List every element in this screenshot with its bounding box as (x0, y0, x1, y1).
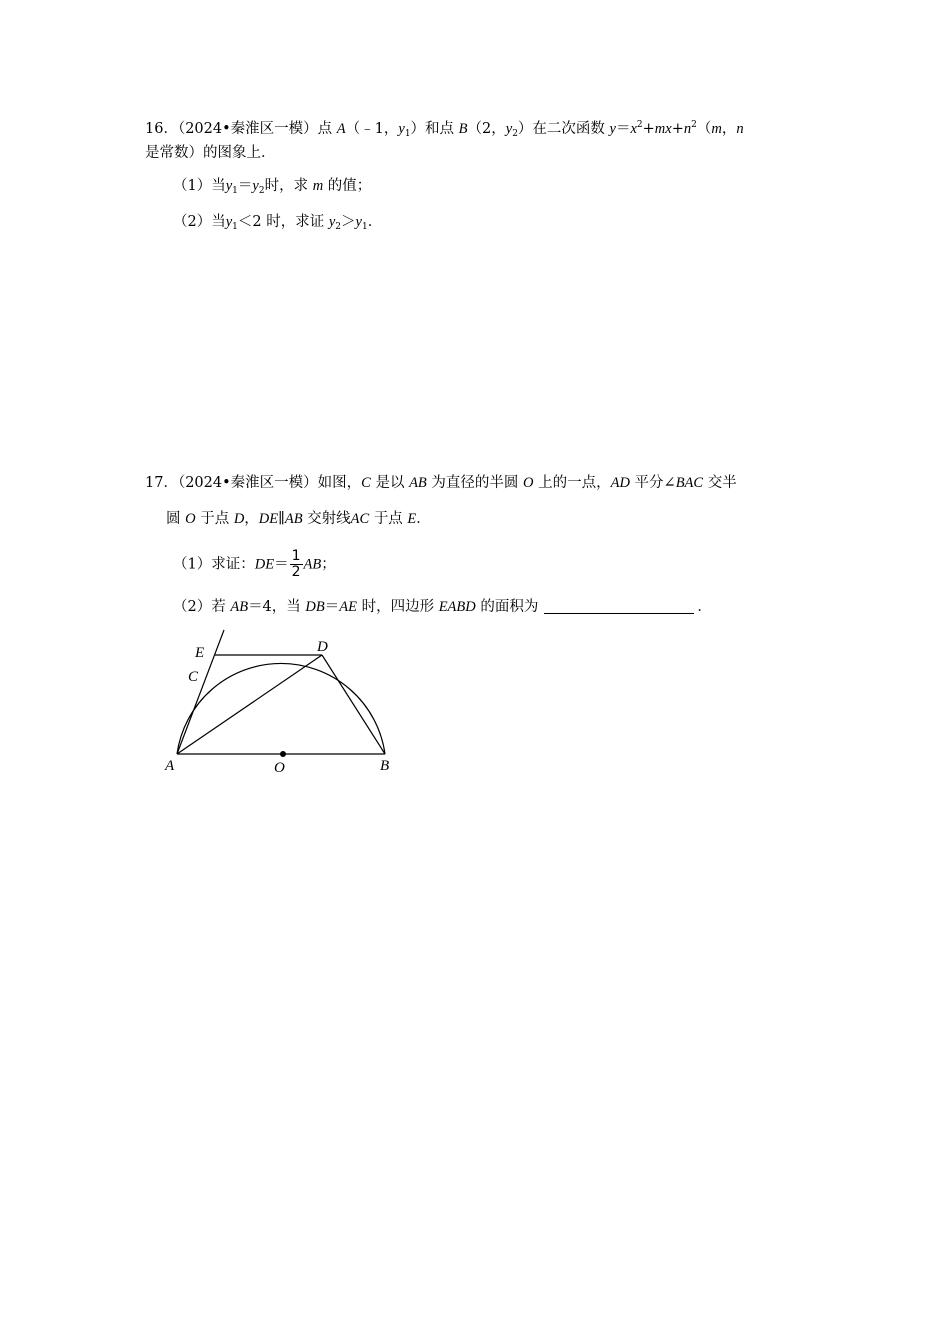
q16-line-2: 是常数）的图象上． (145, 145, 276, 161)
fraction-one-half: $\frac{1}{2}$ (291, 548, 301, 580)
label-B: B (380, 758, 390, 774)
center-point-O (280, 751, 286, 757)
geometry-figure (155, 622, 415, 782)
q17-line-1: 17．（2024•秦淮区一模）如图，C 是以 AB 为直径的半圆 O 上的一点，AD 平分∠BAC 交半 (145, 475, 737, 491)
semicircle-arc (177, 663, 385, 754)
label-O: O (274, 760, 285, 776)
q17-line-2: 圆 O 于点 D，DE∥AB 交射线AC 于点 E． (166, 511, 431, 527)
answer-blank[interactable] (544, 599, 694, 614)
q16-part-2: （2）当$y_1<2$ 时，求证 $y_2>y_1$． (173, 214, 383, 232)
label-C: C (188, 669, 199, 685)
q16-line-1: 16．（2024•秦淮区一模）点 A（﹣1，$y_1$）和点 B（2，$y_2$）在二次函数 $y=x^2+mx+n^2(m$，n (145, 120, 744, 139)
q16-part-1: （1）当$y_1=y_2$时，求 m 的值； (173, 178, 372, 196)
chord-AD (177, 655, 322, 754)
chord-DB (322, 655, 385, 754)
label-A: A (165, 758, 175, 774)
label-D: D (317, 639, 328, 655)
q17-part-2: （2）若 AB＝4，当 DB＝AE 时，四边形 EABD 的面积为 ． (173, 599, 712, 615)
q17-part-1: （1）求证：DE＝ $\frac{1}{2}$ AB； (173, 548, 336, 580)
label-E: E (195, 645, 205, 661)
